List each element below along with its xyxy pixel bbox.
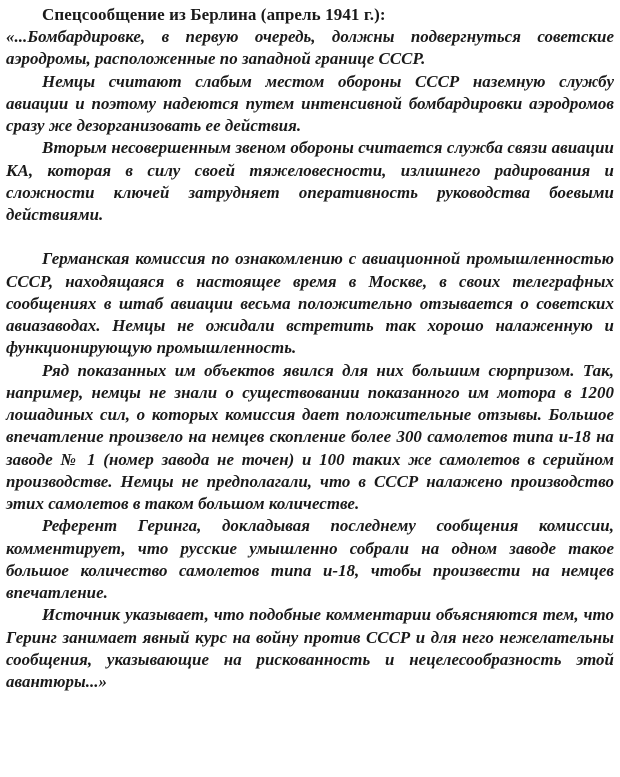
paragraph-7: Источник указывает, что подобные комментарии объясняются тем, что Геринг занимает явный курс на войну против СССР и для него нежелательны сообщения, указывающие на рискованность и нецелесообразность этой авантюры...»	[6, 605, 614, 691]
paragraph-2: Немцы считают слабым местом обороны СССР наземную службу авиации и поэтому надеются путем интенсивной бомбардировки аэродромов сразу же дезорганизовать ее действия.	[6, 71, 614, 135]
paragraph-5: Ряд показанных им объектов явился для них большим сюрпризом. Так, например, немцы не знали о существовании показанного им мотора в 1200 лошадиных сил, о которых комиссия дает положительные отзывы. Большое впечатление произвело на немцев скопление более 300 самолетов типа и-18 на заводе № 1 (номер завода не точен) и 100 таких же самолетов в серийном производстве. Немцы не предполагали, что в СССР налажено производство этих самолетов в таком большом количестве.	[6, 360, 614, 513]
document-page	[6, 4, 614, 774]
paragraph-3: Вторым несовершенным звеном обороны считается служба связи авиации КА, которая в силу своей тяжеловесности, излишнего радирования и сложности ключей затрудняет оперативность руководства боевыми действиями.	[6, 138, 614, 224]
paragraph-4: Германская комиссия по ознакомлению с авиационной промышленностью СССР, находящаяся в настоящее время в Москве, в своих телеграфных сообщениях в штаб авиации весьма положительно отзывается о советских авиазаводах. Немцы не ожидали встретить так хорошо налаженную и функционирующую промышленность.	[6, 249, 614, 358]
document-title: Спецсообщение из Берлина (апрель 1941 г.):	[42, 5, 386, 24]
paragraph-1: «...Бомбардировке, в первую очередь, должны подвергнуться советские аэродромы, расположенные по западной границе СССР.	[6, 27, 614, 69]
paragraph-6: Референт Геринга, докладывая последнему сообщения комиссии, комментирует, что русские умышленно собрали на одном заводе такое большое количество самолетов типа и-18, чтобы произвести на немцев впечатление.	[6, 516, 614, 602]
paragraph-gap	[6, 226, 614, 248]
